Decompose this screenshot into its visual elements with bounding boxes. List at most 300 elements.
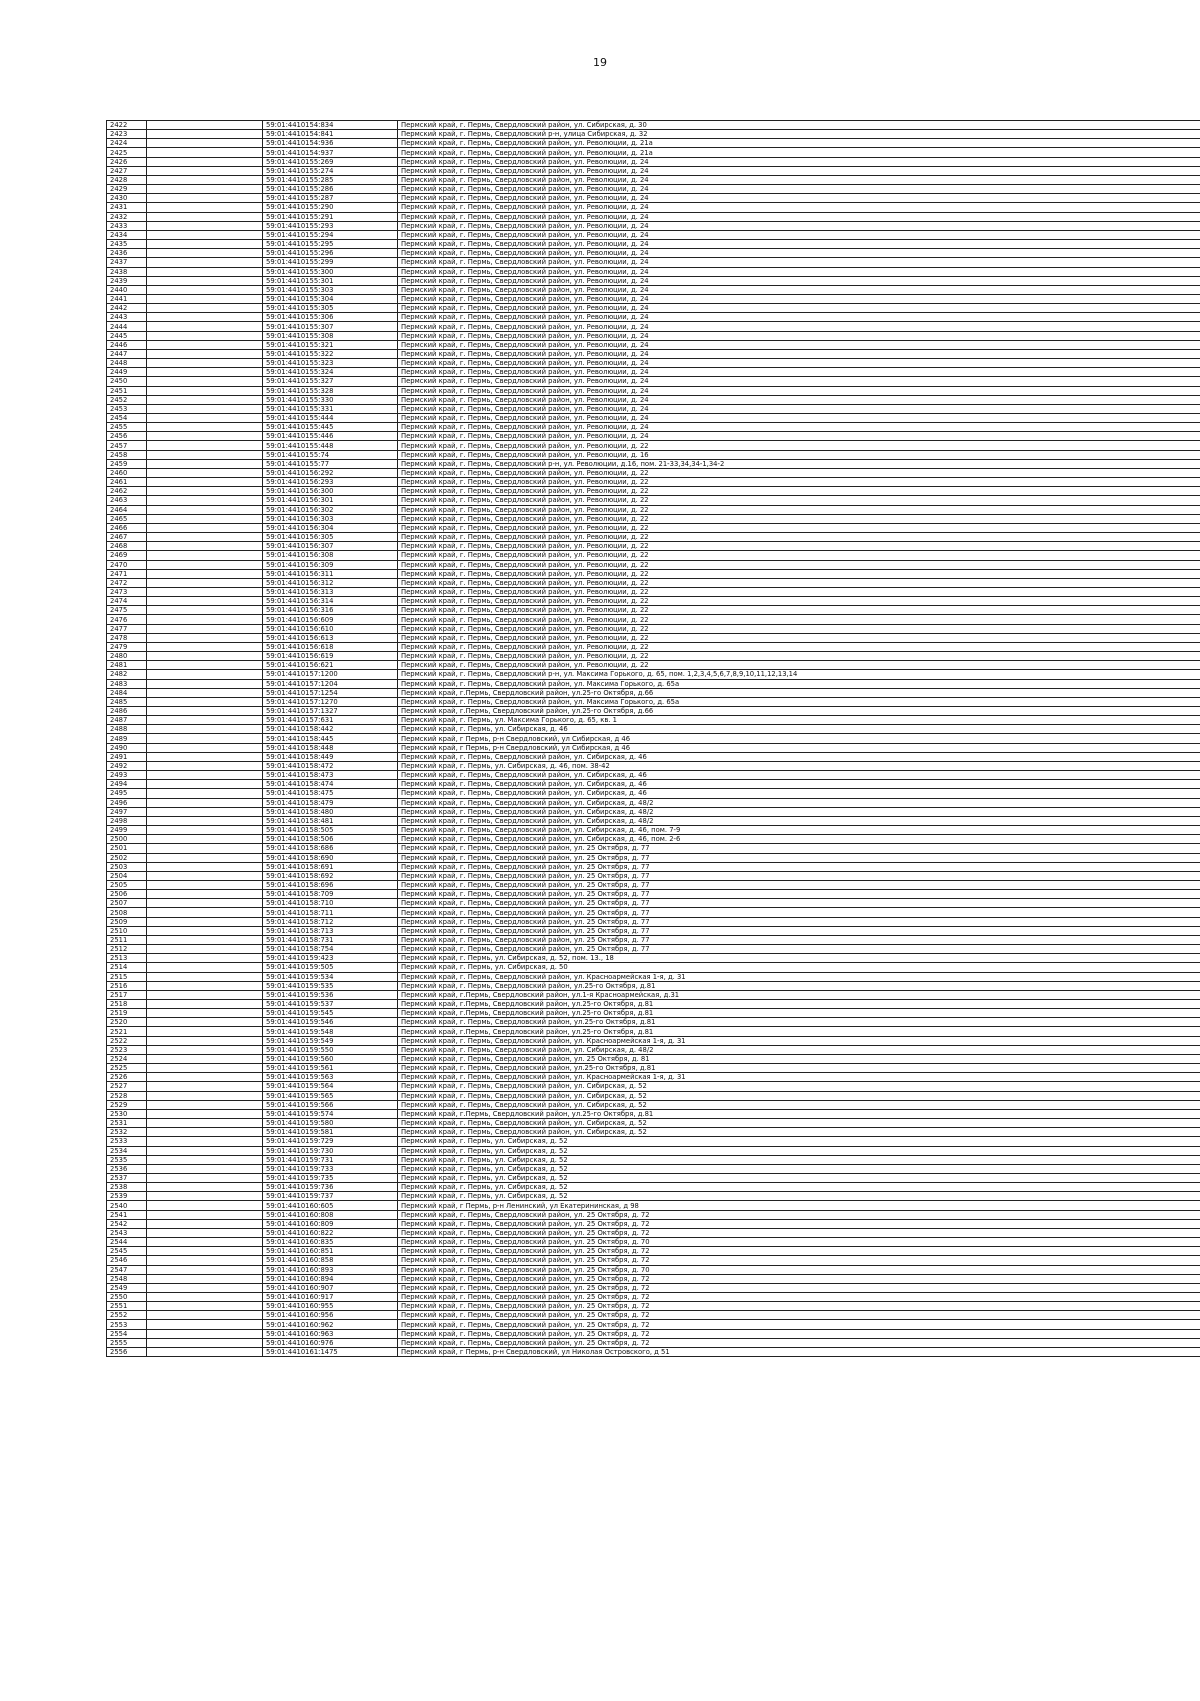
table-row	[107, 578, 1200, 587]
blank-cell	[147, 835, 263, 844]
address-cell: Пермский край, г. Пермь, Свердловский район, ул. Революции, д. 24	[398, 212, 1200, 221]
address-cell: Пермский край, г. Пермь, Свердловский район, ул. Сибирская, д. 46	[398, 771, 1200, 780]
address-cell: Пермский край, г Пермь, р-н Ленинский, ул Екатерининская, д 98	[398, 1201, 1200, 1210]
table-row	[107, 1064, 1200, 1073]
table-row	[107, 276, 1200, 285]
table-row	[107, 194, 1200, 203]
blank-cell	[147, 1036, 263, 1045]
row-number-cell: 2511	[107, 935, 147, 944]
table-row	[107, 1164, 1200, 1173]
blank-cell	[147, 514, 263, 523]
blank-cell	[147, 761, 263, 770]
row-number-cell: 2450	[107, 377, 147, 386]
blank-cell	[147, 359, 263, 368]
cadastral-number-cell: 59:01:4410155:448	[263, 441, 398, 450]
blank-cell	[147, 130, 263, 139]
blank-cell	[147, 1018, 263, 1027]
table-row	[107, 496, 1200, 505]
cadastral-number-cell: 59:01:4410160:955	[263, 1302, 398, 1311]
table-row	[107, 569, 1200, 578]
address-cell: Пермский край, г. Пермь, Свердловский район, ул. Революции, д. 24	[398, 166, 1200, 175]
blank-cell	[147, 294, 263, 303]
blank-cell	[147, 459, 263, 468]
row-number-cell: 2497	[107, 807, 147, 816]
cadastral-number-cell: 59:01:4410160:808	[263, 1210, 398, 1219]
blank-cell	[147, 734, 263, 743]
cadastral-number-cell: 59:01:4410155:321	[263, 340, 398, 349]
address-cell: Пермский край, г. Пермь, Свердловский район, ул. Революции, д. 24	[398, 377, 1200, 386]
address-cell: Пермский край, г. Пермь, Свердловский район, ул. Революции, д. 22	[398, 624, 1200, 633]
row-number-cell: 2422	[107, 121, 147, 130]
row-number-cell: 2489	[107, 734, 147, 743]
row-number-cell: 2482	[107, 670, 147, 679]
table-row	[107, 587, 1200, 596]
table-row	[107, 1109, 1200, 1118]
row-number-cell: 2521	[107, 1027, 147, 1036]
cadastral-number-cell: 59:01:4410155:324	[263, 368, 398, 377]
row-number-cell: 2550	[107, 1293, 147, 1302]
cadastral-number-cell: 59:01:4410156:307	[263, 542, 398, 551]
row-number-cell: 2524	[107, 1054, 147, 1063]
blank-cell	[147, 166, 263, 175]
table-row	[107, 761, 1200, 770]
table-row	[107, 349, 1200, 358]
row-number-cell: 2475	[107, 606, 147, 615]
table-row	[107, 523, 1200, 532]
blank-cell	[147, 1256, 263, 1265]
address-cell: Пермский край, г. Пермь, Свердловский район, ул. Революции, д. 22	[398, 569, 1200, 578]
table-row	[107, 734, 1200, 743]
row-number-cell: 2516	[107, 981, 147, 990]
cadastral-number-cell: 59:01:4410155:269	[263, 157, 398, 166]
address-cell: Пермский край, г. Пермь, Свердловский район, ул. Революции, д. 22	[398, 587, 1200, 596]
cadastral-number-cell: 59:01:4410159:565	[263, 1091, 398, 1100]
table-row	[107, 258, 1200, 267]
address-cell: Пермский край, г. Пермь, Свердловский район, ул. Революции, д. 22	[398, 533, 1200, 542]
table-row	[107, 240, 1200, 249]
blank-cell	[147, 331, 263, 340]
cadastral-number-cell: 59:01:4410159:563	[263, 1073, 398, 1082]
table-row	[107, 533, 1200, 542]
address-cell: Пермский край, г. Пермь, Свердловский район, ул. Красноармейская 1-я, д. 31	[398, 1073, 1200, 1082]
row-number-cell: 2512	[107, 945, 147, 954]
table-row	[107, 1173, 1200, 1182]
address-cell: Пермский край, г. Пермь, Свердловский район, ул. Революции, д. 21а	[398, 148, 1200, 157]
row-number-cell: 2510	[107, 926, 147, 935]
cadastral-number-cell: 59:01:4410156:303	[263, 514, 398, 523]
row-number-cell: 2517	[107, 990, 147, 999]
row-number-cell: 2432	[107, 212, 147, 221]
blank-cell	[147, 276, 263, 285]
row-number-cell: 2441	[107, 294, 147, 303]
blank-cell	[147, 1329, 263, 1338]
address-cell: Пермский край, г. Пермь, Свердловский район, ул. 25 Октября, д. 72	[398, 1293, 1200, 1302]
table-row	[107, 642, 1200, 651]
table-row	[107, 1137, 1200, 1146]
address-cell: Пермский край, г. Пермь, Свердловский район, ул. Революции, д. 22	[398, 514, 1200, 523]
cadastral-number-cell: 59:01:4410158:710	[263, 899, 398, 908]
blank-cell	[147, 1091, 263, 1100]
blank-cell	[147, 148, 263, 157]
blank-cell	[147, 670, 263, 679]
cadastral-number-cell: 59:01:4410155:300	[263, 267, 398, 276]
blank-cell	[147, 1009, 263, 1018]
cadastral-number-cell: 59:01:4410159:505	[263, 963, 398, 972]
row-number-cell: 2462	[107, 487, 147, 496]
cadastral-number-cell: 59:01:4410159:730	[263, 1146, 398, 1155]
table-row	[107, 1146, 1200, 1155]
table-row	[107, 1238, 1200, 1247]
blank-cell	[147, 1302, 263, 1311]
address-cell: Пермский край, г. Пермь, Свердловский район, ул. Революции, д. 24	[398, 185, 1200, 194]
address-cell: Пермский край, г. Пермь, Свердловский район, ул. Революции, д. 24	[398, 340, 1200, 349]
cadastral-number-cell: 59:01:4410158:712	[263, 917, 398, 926]
address-cell: Пермский край, г.Пермь, Свердловский район, ул.25-го Октября, д.81	[398, 1027, 1200, 1036]
blank-cell	[147, 908, 263, 917]
blank-cell	[147, 981, 263, 990]
row-number-cell: 2491	[107, 752, 147, 761]
table-row	[107, 285, 1200, 294]
row-number-cell: 2528	[107, 1091, 147, 1100]
cadastral-number-cell: 59:01:4410159:733	[263, 1164, 398, 1173]
cadastral-number-cell: 59:01:4410158:711	[263, 908, 398, 917]
table-row	[107, 221, 1200, 230]
row-number-cell: 2534	[107, 1146, 147, 1155]
address-cell: Пермский край, г. Пермь, Свердловский район, ул. Революции, д. 24	[398, 349, 1200, 358]
blank-cell	[147, 1173, 263, 1182]
cadastral-number-cell: 59:01:4410160:907	[263, 1283, 398, 1292]
row-number-cell: 2513	[107, 954, 147, 963]
row-number-cell: 2536	[107, 1164, 147, 1173]
address-cell: Пермский край, г. Пермь, Свердловский район, ул. Революции, д. 22	[398, 487, 1200, 496]
row-number-cell: 2546	[107, 1256, 147, 1265]
row-number-cell: 2522	[107, 1036, 147, 1045]
row-number-cell: 2493	[107, 771, 147, 780]
address-cell: Пермский край, г. Пермь, Свердловский район, ул. Революции, д. 24	[398, 157, 1200, 166]
row-number-cell: 2555	[107, 1338, 147, 1347]
cadastral-number-cell: 59:01:4410158:473	[263, 771, 398, 780]
row-number-cell: 2449	[107, 368, 147, 377]
row-number-cell: 2433	[107, 221, 147, 230]
table-row	[107, 835, 1200, 844]
blank-cell	[147, 707, 263, 716]
blank-cell	[147, 1155, 263, 1164]
cadastral-number-cell: 59:01:4410158:690	[263, 853, 398, 862]
cadastral-number-cell: 59:01:4410155:77	[263, 459, 398, 468]
cadastral-number-cell: 59:01:4410155:304	[263, 294, 398, 303]
address-cell: Пермский край, г. Пермь, Свердловский район, ул. Революции, д. 22	[398, 606, 1200, 615]
row-number-cell: 2464	[107, 505, 147, 514]
blank-cell	[147, 560, 263, 569]
blank-cell	[147, 1265, 263, 1274]
blank-cell	[147, 871, 263, 880]
table-row	[107, 880, 1200, 889]
row-number-cell: 2465	[107, 514, 147, 523]
table-row	[107, 954, 1200, 963]
row-number-cell: 2518	[107, 1000, 147, 1009]
address-cell: Пермский край, г. Пермь, ул. Сибирская, д. 46	[398, 725, 1200, 734]
table-row	[107, 185, 1200, 194]
blank-cell	[147, 139, 263, 148]
blank-cell	[147, 1338, 263, 1347]
blank-cell	[147, 1210, 263, 1219]
blank-cell	[147, 807, 263, 816]
address-cell: Пермский край, г. Пермь, Свердловский р-н, ул. Революции, д.16, пом. 21-33,34,34-1,34-2	[398, 459, 1200, 468]
address-cell: Пермский край, г. Пермь, Свердловский район, ул. Революции, д. 22	[398, 597, 1200, 606]
address-cell: Пермский край, г. Пермь, Свердловский район, ул. 25 Октября, д. 70	[398, 1238, 1200, 1247]
table-row	[107, 771, 1200, 780]
table-row	[107, 1027, 1200, 1036]
table-row	[107, 505, 1200, 514]
row-number-cell: 2426	[107, 157, 147, 166]
address-cell: Пермский край, г. Пермь, Свердловский район, ул. Революции, д. 24	[398, 230, 1200, 239]
row-number-cell: 2483	[107, 679, 147, 688]
table-row	[107, 249, 1200, 258]
address-cell: Пермский край, г. Пермь, Свердловский район, ул. Революции, д. 24	[398, 404, 1200, 413]
cadastral-number-cell: 59:01:4410159:580	[263, 1119, 398, 1128]
address-cell: Пермский край, г. Пермь, Свердловский район, ул. Революции, д. 24	[398, 194, 1200, 203]
row-number-cell: 2494	[107, 780, 147, 789]
cadastral-number-cell: 59:01:4410156:313	[263, 587, 398, 596]
blank-cell	[147, 414, 263, 423]
address-cell: Пермский край, г. Пермь, Свердловский район, ул. Красноармейская 1-я, д. 31	[398, 1036, 1200, 1045]
cadastral-number-cell: 59:01:4410158:505	[263, 826, 398, 835]
cadastral-number-cell: 59:01:4410159:560	[263, 1054, 398, 1063]
blank-cell	[147, 349, 263, 358]
address-cell: Пермский край, г.Пермь, Свердловский район, ул.25-го Октября, д.81	[398, 1009, 1200, 1018]
row-number-cell: 2499	[107, 826, 147, 835]
cadastral-number-cell: 59:01:4410156:609	[263, 615, 398, 624]
cadastral-number-cell: 59:01:4410155:294	[263, 230, 398, 239]
cadastral-number-cell: 59:01:4410157:1200	[263, 670, 398, 679]
address-cell: Пермский край, г. Пермь, Свердловский район, ул. Революции, д. 22	[398, 642, 1200, 651]
table-row	[107, 130, 1200, 139]
blank-cell	[147, 945, 263, 954]
address-cell: Пермский край, г. Пермь, Свердловский район, ул. Революции, д. 22	[398, 496, 1200, 505]
address-cell: Пермский край, г. Пермь, Свердловский район, ул. Сибирская, д. 46	[398, 789, 1200, 798]
cadastral-number-cell: 59:01:4410155:444	[263, 414, 398, 423]
table-row	[107, 212, 1200, 221]
cadastral-number-cell: 59:01:4410156:302	[263, 505, 398, 514]
blank-cell	[147, 121, 263, 130]
blank-cell	[147, 185, 263, 194]
cadastral-number-cell: 59:01:4410158:696	[263, 880, 398, 889]
table-row	[107, 368, 1200, 377]
address-cell: Пермский край, г. Пермь, Свердловский р-н, улица Сибирская, д. 32	[398, 130, 1200, 139]
address-cell: Пермский край, г. Пермь, Свердловский район, ул. 25 Октября, д. 77	[398, 890, 1200, 899]
blank-cell	[147, 1054, 263, 1063]
cadastral-number-cell: 59:01:4410157:1327	[263, 707, 398, 716]
cadastral-number-cell: 59:01:4410159:549	[263, 1036, 398, 1045]
row-number-cell: 2459	[107, 459, 147, 468]
cadastral-number-cell: 59:01:4410160:835	[263, 1238, 398, 1247]
address-cell: Пермский край, г. Пермь, Свердловский район, ул. Революции, д. 22	[398, 542, 1200, 551]
cadastral-number-cell: 59:01:4410157:1270	[263, 697, 398, 706]
row-number-cell: 2532	[107, 1128, 147, 1137]
row-number-cell: 2447	[107, 349, 147, 358]
blank-cell	[147, 1082, 263, 1091]
table-row	[107, 743, 1200, 752]
row-number-cell: 2553	[107, 1320, 147, 1329]
cadastral-number-cell: 59:01:4410155:286	[263, 185, 398, 194]
address-cell: Пермский край, г. Пермь, Свердловский район, ул. Сибирская, д. 46	[398, 752, 1200, 761]
blank-cell	[147, 935, 263, 944]
address-cell: Пермский край, г. Пермь, ул. Сибирская, д. 46, пом. 38-42	[398, 761, 1200, 770]
table-row	[107, 267, 1200, 276]
address-cell: Пермский край, г. Пермь, Свердловский район, ул. Революции, д. 24	[398, 304, 1200, 313]
row-number-cell: 2495	[107, 789, 147, 798]
cadastral-number-cell: 59:01:4410154:936	[263, 139, 398, 148]
row-number-cell: 2535	[107, 1155, 147, 1164]
blank-cell	[147, 697, 263, 706]
blank-cell	[147, 1274, 263, 1283]
table-row	[107, 1338, 1200, 1347]
cadastral-number-cell: 59:01:4410160:976	[263, 1338, 398, 1347]
table-row	[107, 688, 1200, 697]
row-number-cell: 2429	[107, 185, 147, 194]
table-row	[107, 1329, 1200, 1338]
blank-cell	[147, 1000, 263, 1009]
row-number-cell: 2529	[107, 1100, 147, 1109]
cadastral-number-cell: 59:01:4410155:74	[263, 450, 398, 459]
row-number-cell: 2467	[107, 533, 147, 542]
row-number-cell: 2506	[107, 890, 147, 899]
table-row	[107, 1311, 1200, 1320]
cadastral-number-cell: 59:01:4410159:564	[263, 1082, 398, 1091]
blank-cell	[147, 1109, 263, 1118]
table-row	[107, 1265, 1200, 1274]
table-row	[107, 459, 1200, 468]
address-cell: Пермский край, г. Пермь, Свердловский район, ул. Максима Горького, д. 65а	[398, 697, 1200, 706]
cadastral-number-cell: 59:01:4410159:537	[263, 1000, 398, 1009]
table-row	[107, 294, 1200, 303]
row-number-cell: 2452	[107, 395, 147, 404]
address-cell: Пермский край, г. Пермь, Свердловский район, ул. Революции, д. 24	[398, 368, 1200, 377]
blank-cell	[147, 423, 263, 432]
table-row	[107, 432, 1200, 441]
row-number-cell: 2531	[107, 1119, 147, 1128]
blank-cell	[147, 716, 263, 725]
address-cell: Пермский край, г. Пермь, Свердловский район, ул. 25 Октября, д. 77	[398, 917, 1200, 926]
cadastral-number-cell: 59:01:4410161:1475	[263, 1347, 398, 1356]
row-number-cell: 2501	[107, 844, 147, 853]
cadastral-number-cell: 59:01:4410158:481	[263, 816, 398, 825]
address-cell: Пермский край, г. Пермь, Свердловский район, ул. Сибирская, д. 52	[398, 1091, 1200, 1100]
address-cell: Пермский край, г. Пермь, ул. Сибирская, д. 50	[398, 963, 1200, 972]
cadastral-number-cell: 59:01:4410160:894	[263, 1274, 398, 1283]
row-number-cell: 2526	[107, 1073, 147, 1082]
address-cell: Пермский край, г.Пермь, Свердловский район, ул.25-го Октября, д.66	[398, 707, 1200, 716]
address-cell: Пермский край, г. Пермь, Свердловский район, ул. Сибирская, д. 46, пом. 7-9	[398, 826, 1200, 835]
table-row	[107, 1054, 1200, 1063]
table-row	[107, 1283, 1200, 1292]
blank-cell	[147, 954, 263, 963]
row-number-cell: 2498	[107, 816, 147, 825]
cadastral-number-cell: 59:01:4410156:613	[263, 633, 398, 642]
row-number-cell: 2437	[107, 258, 147, 267]
address-cell: Пермский край, г. Пермь, Свердловский район, ул. 25 Октября, д. 72	[398, 1320, 1200, 1329]
cadastral-number-cell: 59:01:4410158:442	[263, 725, 398, 734]
address-cell: Пермский край, г. Пермь, Свердловский район, ул. 25 Октября, д. 72	[398, 1219, 1200, 1228]
row-number-cell: 2515	[107, 972, 147, 981]
row-number-cell: 2481	[107, 661, 147, 670]
cadastral-number-cell: 59:01:4410154:841	[263, 130, 398, 139]
address-cell: Пермский край, г. Пермь, Свердловский район, ул. 25 Октября, д. 72	[398, 1228, 1200, 1237]
address-cell: Пермский край, г. Пермь, Свердловский район, ул. 25 Октября, д. 77	[398, 844, 1200, 853]
cadastral-number-cell: 59:01:4410159:545	[263, 1009, 398, 1018]
blank-cell	[147, 304, 263, 313]
cadastral-number-cell: 59:01:4410156:621	[263, 661, 398, 670]
address-cell: Пермский край, г. Пермь, Свердловский район, ул. 25 Октября, д. 81	[398, 1054, 1200, 1063]
address-cell: Пермский край, г. Пермь, Свердловский район, ул. Революции, д. 24	[398, 423, 1200, 432]
blank-cell	[147, 1137, 263, 1146]
table-row	[107, 707, 1200, 716]
cadastral-number-cell: 59:01:4410156:300	[263, 487, 398, 496]
row-number-cell: 2533	[107, 1137, 147, 1146]
blank-cell	[147, 1045, 263, 1054]
row-number-cell: 2485	[107, 697, 147, 706]
address-cell: Пермский край, г. Пермь, Свердловский район, ул. 25 Октября, д. 72	[398, 1274, 1200, 1283]
table-row	[107, 514, 1200, 523]
row-number-cell: 2502	[107, 853, 147, 862]
row-number-cell: 2461	[107, 478, 147, 487]
address-cell: Пермский край, г. Пермь, Свердловский район, ул. 25 Октября, д. 77	[398, 853, 1200, 862]
blank-cell	[147, 578, 263, 587]
cadastral-number-cell: 59:01:4410158:692	[263, 871, 398, 880]
row-number-cell: 2520	[107, 1018, 147, 1027]
table-row	[107, 322, 1200, 331]
cadastral-number-cell: 59:01:4410158:709	[263, 890, 398, 899]
cadastral-number-cell: 59:01:4410159:566	[263, 1100, 398, 1109]
address-cell: Пермский край, г. Пермь, Свердловский район, ул. Революции, д. 24	[398, 285, 1200, 294]
cadastral-number-cell: 59:01:4410159:735	[263, 1173, 398, 1182]
row-number-cell: 2453	[107, 404, 147, 413]
cadastral-number-cell: 59:01:4410158:506	[263, 835, 398, 844]
blank-cell	[147, 679, 263, 688]
cadastral-number-cell: 59:01:4410158:449	[263, 752, 398, 761]
table-row	[107, 551, 1200, 560]
blank-cell	[147, 1347, 263, 1356]
address-cell: Пермский край, г. Пермь, Свердловский район, ул. Сибирская, д. 48/2	[398, 1045, 1200, 1054]
blank-cell	[147, 587, 263, 596]
table-row	[107, 1018, 1200, 1027]
property-table	[106, 120, 1200, 1357]
address-cell: Пермский край, г. Пермь, Свердловский район, ул. Революции, д. 24	[398, 249, 1200, 258]
blank-cell	[147, 1293, 263, 1302]
table-row	[107, 670, 1200, 679]
table-row	[107, 789, 1200, 798]
row-number-cell: 2439	[107, 276, 147, 285]
blank-cell	[147, 1283, 263, 1292]
cadastral-number-cell: 59:01:4410156:619	[263, 652, 398, 661]
table-row	[107, 395, 1200, 404]
address-cell: Пермский край, г. Пермь, Свердловский район, ул. Революции, д. 22	[398, 615, 1200, 624]
address-cell: Пермский край, г. Пермь, ул. Сибирская, д. 52	[398, 1192, 1200, 1201]
address-cell: Пермский край, г. Пермь, Свердловский район, ул. 25 Октября, д. 72	[398, 1311, 1200, 1320]
blank-cell	[147, 551, 263, 560]
cadastral-number-cell: 59:01:4410155:445	[263, 423, 398, 432]
address-cell: Пермский край, г. Пермь, Свердловский район, ул. Сибирская, д. 52	[398, 1119, 1200, 1128]
blank-cell	[147, 1247, 263, 1256]
address-cell: Пермский край, г. Пермь, Свердловский район, ул. 25 Октября, д. 77	[398, 926, 1200, 935]
address-cell: Пермский край, г. Пермь, Свердловский район, ул. Сибирская, д. 48/2	[398, 816, 1200, 825]
row-number-cell: 2444	[107, 322, 147, 331]
blank-cell	[147, 395, 263, 404]
table-row	[107, 697, 1200, 706]
address-cell: Пермский край, г. Пермь, Свердловский район, ул. Сибирская, д. 48/2	[398, 807, 1200, 816]
blank-cell	[147, 780, 263, 789]
blank-cell	[147, 844, 263, 853]
